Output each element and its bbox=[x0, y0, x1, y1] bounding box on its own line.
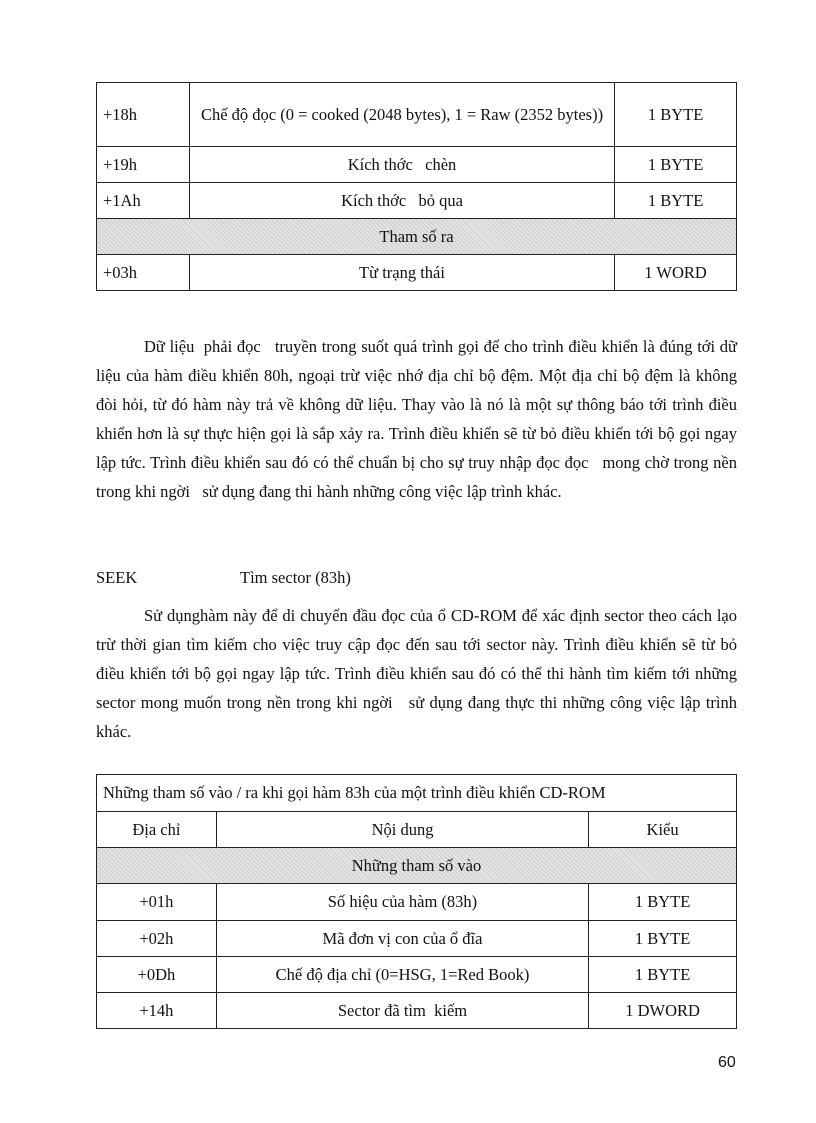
cell-content: Sector đã tìm kiếm bbox=[216, 993, 588, 1029]
cell-type: 1 BYTE bbox=[589, 884, 737, 921]
page-number: 60 bbox=[718, 1054, 736, 1071]
cell-offset: +14h bbox=[97, 993, 217, 1029]
function-name: SEEK bbox=[96, 568, 138, 587]
table-title: Những tham số vào / ra khi gọi hàm 83h của một trình điều khiển CD-ROM bbox=[97, 775, 737, 812]
table-row bbox=[97, 83, 737, 147]
cell-content: Chế độ đọc (0 = cooked (2048 bytes), 1 = Raw (2352 bytes)) bbox=[189, 83, 614, 147]
table-row bbox=[97, 147, 737, 183]
cell-offset: +18h bbox=[97, 83, 190, 147]
paragraph-read-description bbox=[96, 332, 742, 506]
cell-content: Số hiệu của hàm (83h) bbox=[216, 884, 588, 921]
cell-content: Từ trạng thái bbox=[189, 255, 614, 291]
table-row bbox=[97, 921, 737, 957]
table-row bbox=[97, 255, 737, 291]
table-read-params-cont bbox=[96, 82, 737, 291]
paragraph-seek-description bbox=[96, 601, 742, 746]
function-description: Tìm sector (83h) bbox=[240, 568, 351, 587]
cell-content: Chế độ địa chỉ (0=HSG, 1=Red Book) bbox=[216, 957, 588, 993]
cell-type: 1 BYTE bbox=[615, 83, 737, 147]
table-title-row bbox=[97, 775, 737, 812]
cell-content: Mã đơn vị con của ổ đĩa bbox=[216, 921, 588, 957]
cell-offset: +02h bbox=[97, 921, 217, 957]
header-type: Kiểu bbox=[589, 812, 737, 848]
header-offset: Địa chỉ bbox=[97, 812, 217, 848]
cell-type: 1 BYTE bbox=[589, 921, 737, 957]
paragraph-text: Sử dụnghàm này để di chuyển đầu đọc của ổ CD-ROM để xác định sector theo cách lạo trừ thời gian tìm kiếm cho việc truy cập đọc đến sau tới sector này. Trình điều khiển sẽ từ bỏ điều khiển tới bộ gọi ngay lập tức. Trình điều khiển sau đó có thể thi hành tìm kiếm tới những sector mong muốn trong nền trong khi ngời sử dụng đang thực thi những công việc lập trình khác. bbox=[96, 606, 742, 741]
function-heading bbox=[96, 568, 351, 588]
cell-type: 1 WORD bbox=[615, 255, 737, 291]
cell-type: 1 DWORD bbox=[589, 993, 737, 1029]
cell-type: 1 BYTE bbox=[615, 183, 737, 219]
table-seek-params bbox=[96, 774, 737, 1029]
cell-type: 1 BYTE bbox=[615, 147, 737, 183]
cell-content: Kích thớc chèn bbox=[189, 147, 614, 183]
section-out-label: Tham số ra bbox=[97, 219, 737, 255]
cell-offset: +1Ah bbox=[97, 183, 190, 219]
table-row bbox=[97, 957, 737, 993]
section-in-label: Những tham số vào bbox=[97, 848, 737, 884]
cell-offset: +0Dh bbox=[97, 957, 217, 993]
cell-offset: +19h bbox=[97, 147, 190, 183]
cell-content: Kích thớc bỏ qua bbox=[189, 183, 614, 219]
cell-offset: +03h bbox=[97, 255, 190, 291]
table-row bbox=[97, 183, 737, 219]
table-row bbox=[97, 993, 737, 1029]
header-content: Nội dung bbox=[216, 812, 588, 848]
table-row bbox=[97, 884, 737, 921]
table-header-row bbox=[97, 812, 737, 848]
section-header-row bbox=[97, 219, 737, 255]
paragraph-text: Dữ liệu phải đọc truyền trong suốt quá trình gọi để cho trình điều khiển là đúng tới dữ liệu của hàm điều khiển 80h, ngoại trừ việc nhớ địa chỉ bộ đệm. Một địa chỉ bộ đệm là không đòi hỏi, từ đó hàm này trả về không dữ liệu. Thay vào là nó là một sự thông báo tới trình điều khiển hơn là sự thực hiện gọi là sắp xảy ra. Trình điều khiển sẽ từ bỏ điều khiển tới bộ gọi ngay lập tức. Trình điều khiển sau đó có thể chuẩn bị cho sự truy nhập đọc đọc mong chờ trong nền trong khi ngời sử dụng đang thi hành những công việc lập trình khác. bbox=[96, 337, 742, 501]
cell-offset: +01h bbox=[97, 884, 217, 921]
cell-type: 1 BYTE bbox=[589, 957, 737, 993]
section-header-row bbox=[97, 848, 737, 884]
